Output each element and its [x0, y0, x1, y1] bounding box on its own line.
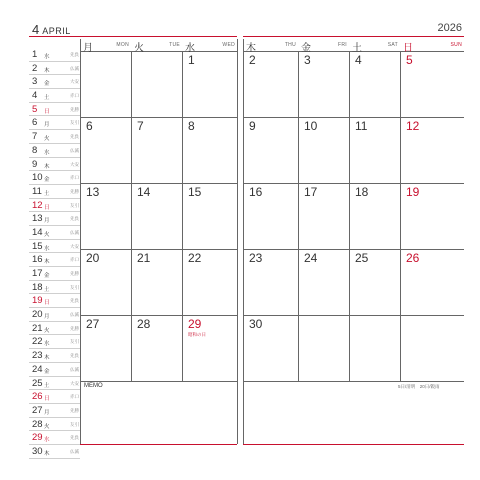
grid-vline — [349, 51, 350, 381]
calendar-day-number: 18 — [355, 185, 369, 199]
day-list-date: 14 — [32, 226, 43, 238]
day-list-rokuyo: 先負 — [70, 435, 79, 441]
day-list-rokuyo: 仏滅 — [70, 147, 79, 153]
day-list-rokuyo: 先負 — [70, 134, 79, 140]
calendar-day-number: 22 — [188, 251, 202, 265]
day-list-date: 11 — [32, 185, 42, 197]
day-list-date: 18 — [32, 281, 43, 293]
day-list-date: 21 — [32, 322, 43, 334]
grid-hline — [80, 381, 237, 382]
day-list-date: 12 — [32, 199, 43, 211]
calendar-day-number: 9 — [249, 119, 256, 133]
day-list-date: 7 — [32, 131, 38, 143]
day-list-row — [29, 185, 80, 199]
day-list-date: 4 — [32, 90, 38, 102]
day-list-date: 15 — [32, 240, 43, 252]
calendar-day-number: 25 — [355, 251, 369, 265]
day-list-row — [29, 116, 80, 130]
day-list-rokuyo: 仏滅 — [70, 448, 79, 454]
day-list-rokuyo: 先勝 — [70, 188, 79, 194]
grid-hline — [243, 381, 464, 382]
day-list-weekday: 土 — [44, 382, 50, 389]
day-list-row — [29, 431, 80, 445]
calendar-day-number: 15 — [188, 185, 202, 199]
year-label: 2026 — [437, 22, 462, 34]
day-list-weekday: 水 — [44, 341, 50, 348]
grid-vline — [182, 51, 183, 381]
day-list-rokuyo: 大安 — [70, 161, 79, 167]
top-rule-right — [243, 36, 464, 37]
day-list-rokuyo: 友引 — [70, 421, 79, 427]
calendar-day-number: 7 — [137, 119, 144, 133]
day-list-date: 13 — [32, 213, 43, 225]
day-list-row — [29, 48, 80, 62]
day-list-row — [29, 390, 80, 404]
calendar-day-number: 6 — [86, 119, 93, 133]
day-list-weekday: 火 — [44, 231, 50, 238]
day-list-weekday: 金 — [44, 273, 50, 279]
day-list-rokuyo: 先負 — [70, 52, 79, 57]
day-list-weekday: 火 — [44, 423, 50, 430]
day-list-weekday: 木 — [44, 355, 50, 362]
grid-hline — [243, 315, 464, 316]
day-list-row — [29, 322, 80, 336]
day-list — [29, 48, 80, 459]
bottom-rule-right — [243, 444, 464, 445]
day-list-row — [29, 103, 80, 117]
day-list-rokuyo: 大安 — [70, 380, 79, 386]
memo-label: MEMO — [84, 383, 103, 389]
solar-term-note: 5日/清明 20日/穀雨 — [398, 384, 440, 389]
day-list-weekday: 火 — [44, 136, 50, 143]
weekday-header — [182, 39, 237, 54]
calendar-day-number: 24 — [304, 251, 318, 265]
month-number: 4 — [32, 22, 40, 37]
day-list-rokuyo: 大安 — [70, 243, 79, 249]
day-list-row — [29, 240, 80, 254]
calendar-day-number: 21 — [137, 251, 151, 265]
grid-vline — [237, 39, 238, 444]
day-list-rokuyo: 先負 — [70, 298, 79, 304]
day-list-date: 19 — [32, 295, 43, 307]
weekday-kanji: 金 — [301, 43, 311, 54]
day-list-row — [29, 212, 80, 226]
day-list-date: 8 — [32, 144, 38, 156]
day-list-weekday: 日 — [44, 108, 50, 115]
weekday-kanji: 水 — [185, 43, 195, 54]
calendar-day-number: 28 — [137, 317, 151, 331]
calendar-day-number: 16 — [249, 185, 263, 199]
day-list-row — [29, 130, 80, 144]
day-list-rokuyo: 先負 — [70, 216, 79, 222]
grid-vline — [131, 51, 132, 381]
day-list-rokuyo: 先勝 — [70, 271, 79, 276]
day-list-date: 22 — [32, 336, 43, 348]
day-list-rokuyo: 仏滅 — [70, 229, 79, 235]
weekday-header — [349, 39, 400, 54]
day-list-weekday: 火 — [44, 327, 50, 334]
day-list-row — [29, 267, 80, 281]
day-list-row — [29, 62, 80, 76]
day-list-rokuyo: 先勝 — [70, 407, 79, 413]
day-list-weekday: 水 — [44, 149, 50, 156]
calendar-day-number: 12 — [406, 119, 420, 133]
weekday-english: WED — [222, 42, 235, 48]
day-list-row — [29, 349, 80, 363]
day-list-row — [29, 281, 80, 295]
weekday-header — [400, 39, 464, 54]
day-list-rokuyo: 赤口 — [70, 93, 79, 99]
grid-hline — [80, 315, 237, 316]
calendar-day-number: 19 — [406, 185, 420, 199]
weekday-kanji: 土 — [352, 43, 362, 54]
day-list-rokuyo: 赤口 — [70, 257, 79, 263]
grid-hline — [243, 183, 464, 184]
day-list-row — [29, 418, 80, 432]
grid-hline — [80, 183, 237, 184]
day-list-weekday: 木 — [44, 450, 50, 457]
day-list-weekday: 木 — [44, 163, 50, 170]
calendar-day-number: 14 — [137, 185, 151, 199]
day-list-row — [29, 89, 80, 103]
calendar-day-number: 20 — [86, 251, 100, 265]
day-list-weekday: 木 — [44, 67, 50, 74]
calendar-day-number: 17 — [304, 185, 318, 199]
day-list-rokuyo: 友引 — [70, 202, 79, 208]
calendar-day-number: 2 — [249, 53, 256, 67]
day-list-weekday: 水 — [44, 54, 50, 60]
day-list-weekday: 金 — [44, 81, 50, 88]
day-list-date: 29 — [32, 432, 43, 444]
day-list-date: 25 — [32, 377, 43, 389]
calendar-day-number: 13 — [86, 185, 100, 199]
calendar-day-number: 4 — [355, 53, 362, 67]
weekday-english: SUN — [450, 42, 462, 48]
day-list-date: 16 — [32, 254, 43, 266]
day-list-rokuyo: 友引 — [70, 284, 79, 290]
calendar-day-number: 26 — [406, 251, 420, 265]
day-list-weekday: 日 — [44, 300, 50, 307]
day-list-weekday: 土 — [44, 190, 50, 197]
calendar-day-number: 10 — [304, 119, 318, 133]
day-list-date: 10 — [32, 172, 43, 184]
weekday-header — [243, 39, 298, 54]
day-list-date: 9 — [32, 158, 38, 170]
day-list-rokuyo: 仏滅 — [70, 65, 79, 71]
grid-hline — [80, 117, 237, 118]
calendar-day-number: 1 — [188, 53, 195, 67]
day-list-row — [29, 294, 80, 308]
day-list-row — [29, 445, 80, 459]
month-title — [32, 22, 71, 37]
day-list-date: 2 — [32, 62, 38, 74]
day-list-weekday: 金 — [44, 177, 50, 184]
weekday-kanji: 月 — [83, 43, 93, 54]
weekday-english: THU — [284, 42, 296, 48]
grid-hline — [80, 51, 237, 52]
calendar-day-number: 5 — [406, 53, 413, 67]
day-list-date: 24 — [32, 363, 43, 375]
day-list-weekday: 土 — [44, 286, 50, 293]
holiday-label: 昭和の日 — [188, 332, 206, 337]
day-list-date: 20 — [32, 309, 43, 321]
day-list-date: 27 — [32, 404, 43, 416]
day-list-date: 26 — [32, 391, 43, 403]
month-name: APRIL — [42, 26, 71, 36]
day-list-date: 1 — [32, 49, 38, 60]
grid-vline — [80, 39, 81, 444]
day-list-weekday: 月 — [44, 409, 50, 416]
day-list-weekday: 月 — [44, 122, 50, 129]
grid-vline — [400, 51, 401, 381]
day-list-date: 28 — [32, 418, 43, 430]
day-list-row — [29, 377, 80, 391]
calendar-day-number: 8 — [188, 119, 195, 133]
weekday-header — [298, 39, 349, 54]
weekday-english: SAT — [387, 42, 398, 48]
day-list-row — [29, 335, 80, 349]
day-list-rokuyo: 友引 — [70, 339, 79, 345]
day-list-row — [29, 363, 80, 377]
day-list-weekday: 金 — [44, 368, 50, 375]
day-list-date: 5 — [32, 103, 38, 115]
weekday-kanji: 木 — [246, 43, 256, 54]
grid-hline — [80, 249, 237, 250]
calendar-day-number: 27 — [86, 317, 100, 331]
day-list-rokuyo: 赤口 — [70, 394, 79, 400]
calendar-day-number: 30 — [249, 317, 263, 331]
day-list-rokuyo: 仏滅 — [70, 366, 79, 372]
day-list-row — [29, 226, 80, 240]
top-rule-left — [29, 36, 237, 37]
weekday-kanji: 火 — [134, 43, 144, 54]
day-list-weekday: 木 — [44, 259, 50, 266]
day-list-weekday: 水 — [44, 437, 50, 444]
day-list-rokuyo: 仏滅 — [70, 312, 79, 318]
day-list-date: 17 — [32, 268, 43, 279]
day-list-date: 30 — [32, 445, 43, 457]
day-list-rokuyo: 大安 — [70, 79, 79, 85]
day-list-rokuyo: 先勝 — [70, 106, 79, 112]
day-list-row — [29, 158, 80, 172]
day-list-weekday: 水 — [44, 245, 50, 252]
day-list-date: 23 — [32, 350, 43, 362]
weekday-english: MON — [116, 42, 129, 48]
weekday-english: TUE — [169, 42, 180, 48]
grid-vline — [298, 51, 299, 381]
day-list-row — [29, 171, 80, 185]
weekday-header — [80, 39, 131, 54]
day-list-rokuyo: 先勝 — [70, 325, 79, 331]
grid-hline — [243, 117, 464, 118]
day-list-weekday: 日 — [44, 396, 50, 403]
weekday-kanji: 日 — [403, 43, 413, 54]
day-list-weekday: 月 — [44, 314, 50, 321]
calendar-day-number: 29 — [188, 317, 202, 331]
day-list-rokuyo: 友引 — [70, 120, 79, 126]
day-list-row — [29, 144, 80, 158]
day-list-rokuyo: 先負 — [70, 353, 79, 359]
day-list-row — [29, 75, 80, 89]
weekday-header — [131, 39, 182, 54]
day-list-date: 3 — [32, 76, 38, 88]
grid-hline — [243, 249, 464, 250]
calendar-day-number: 11 — [355, 119, 368, 133]
grid-vline — [243, 39, 244, 444]
day-list-row — [29, 199, 80, 213]
day-list-row — [29, 253, 80, 267]
day-list-weekday: 月 — [44, 218, 50, 225]
day-list-row — [29, 308, 80, 322]
day-list-rokuyo: 赤口 — [70, 175, 79, 181]
weekday-english: FRI — [338, 42, 347, 48]
calendar-day-number: 3 — [304, 53, 311, 67]
day-list-date: 6 — [32, 117, 38, 129]
day-list-weekday: 土 — [44, 95, 50, 102]
calendar-day-number: 23 — [249, 251, 263, 265]
day-list-row — [29, 404, 80, 418]
day-list-weekday: 日 — [44, 204, 50, 211]
